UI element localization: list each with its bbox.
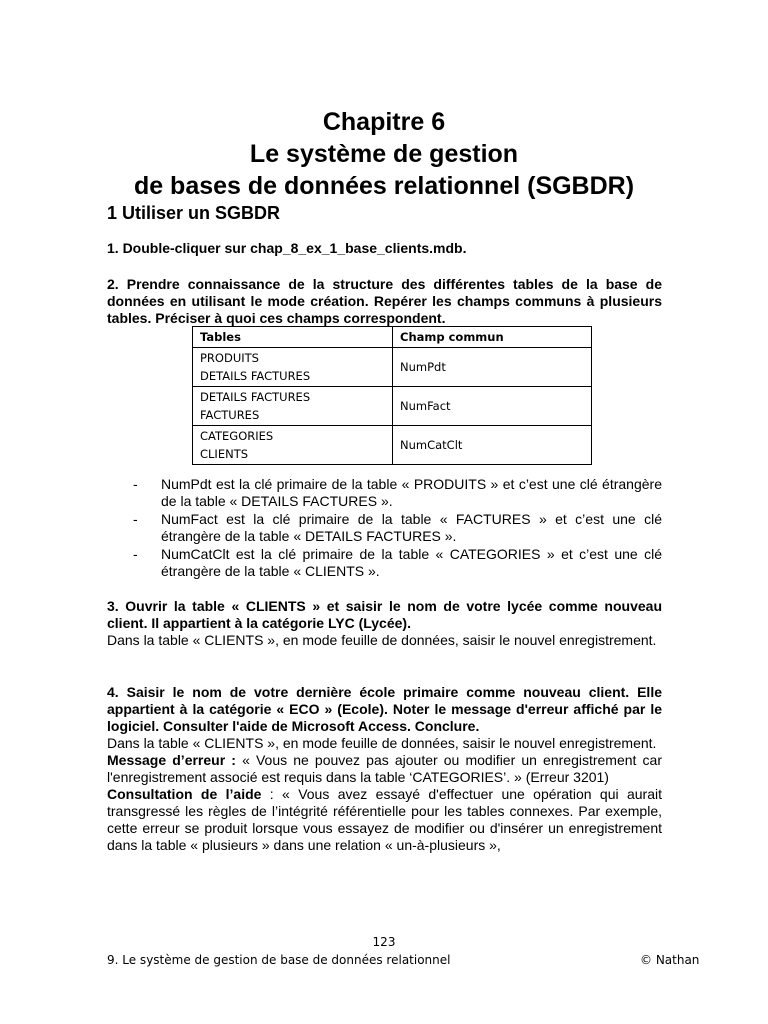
question-1: 1. Double-cliquer sur chap_8_ex_1_base_clients.mdb.	[107, 240, 467, 256]
table-row	[193, 387, 592, 426]
footer-chapter-title: 9. Le système de gestion de base de données relationnel	[107, 953, 451, 967]
help-text: : « Vous avez essayé d'effectuer une opération qui aurait transgressé les règles de l’intégrité référentielle pour les tables connexes. Par exemple, cette erreur se produit lorsque vous essayez de modifier ou d'insérer un enregistrement dans la table « plusieurs » dans une relation « un-à-plusieurs »,	[107, 786, 662, 853]
chapter-title-line-1: Le système de gestion	[249, 140, 519, 168]
bullet-dash: -	[133, 476, 138, 492]
table-row	[193, 426, 592, 465]
error-message-paragraph	[107, 752, 662, 786]
question-2: 2. Prendre connaissance de la structure des différentes tables de la base de données en utilisant le mode création. Repérer les champs communs à plusieurs tables. Préciser à quoi ces champs correspondent.	[107, 276, 662, 326]
answer-3: Dans la table « CLIENTS », en mode feuille de données, saisir le nouvel enregistrement.	[107, 632, 657, 648]
list-item	[107, 476, 662, 510]
error-message-label: Message d’erreur :	[107, 752, 236, 768]
table-cell-tables	[193, 426, 393, 465]
list-item	[107, 546, 662, 580]
help-label: Consultation de l’aide	[107, 786, 262, 802]
table-cell-tables	[193, 348, 393, 387]
table-cell-field: NumPdt	[393, 348, 592, 387]
table-name: FACTURES	[200, 408, 260, 422]
page-number: 123	[372, 935, 396, 949]
table-header-tables: Tables	[193, 327, 393, 348]
list-item	[107, 511, 662, 545]
table-row	[193, 348, 592, 387]
table-name: CLIENTS	[200, 447, 249, 461]
bullet-dash: -	[133, 511, 138, 527]
chapter-title-line-2: de bases de données relationnel (SGBDR)	[133, 172, 635, 200]
table-name: CATEGORIES	[200, 429, 274, 443]
table-cell-field: NumCatClt	[393, 426, 592, 465]
list-item-text: NumPdt est la clé primaire de la table « PRODUITS » et c’est une clé étrangère de la table « DETAILS FACTURES ».	[161, 476, 662, 509]
table-cell-field: NumFact	[393, 387, 592, 426]
question-3-block	[107, 598, 662, 649]
bullet-dash: -	[133, 546, 138, 562]
question-3: 3. Ouvrir la table « CLIENTS » et saisir le nom de votre lycée comme nouveau client. Il appartient à la catégorie LYC (Lycée).	[107, 598, 662, 631]
question-4: 4. Saisir le nom de votre dernière école primaire comme nouveau client. Elle appartient à la catégorie « ECO » (Ecole). Noter le message d'erreur affiché par le logiciel. Consulter l'aide de Microsoft Access. Conclure.	[107, 684, 662, 734]
chapter-number: Chapitre 6	[322, 108, 446, 136]
section-heading: 1 Utiliser un SGBDR	[107, 203, 281, 223]
table-name: DETAILS FACTURES	[200, 369, 311, 383]
common-fields-table	[192, 326, 592, 465]
table-name: DETAILS FACTURES	[200, 390, 311, 404]
table-cell-tables	[193, 387, 393, 426]
question-4-block	[107, 684, 662, 854]
error-message-text: « Vous ne pouvez pas ajouter ou modifier un enregistrement car l'enregistrement associé est requis dans la table ‘CATEGORIES’. » (Erreur 3201)	[107, 752, 662, 785]
keys-bullet-list	[107, 476, 662, 581]
help-paragraph	[107, 786, 662, 854]
table-header-row	[193, 327, 592, 348]
list-item-text: NumCatClt est la clé primaire de la table « CATEGORIES » et c’est une clé étrangère de la table « CLIENTS ».	[161, 546, 662, 579]
list-item-text: NumFact est la clé primaire de la table « FACTURES » et c’est une clé étrangère de la table « DETAILS FACTURES ».	[161, 511, 662, 544]
answer-4: Dans la table « CLIENTS », en mode feuille de données, saisir le nouvel enregistrement.	[107, 735, 657, 751]
footer-copyright: © Nathan	[640, 953, 700, 967]
table-name: PRODUITS	[200, 351, 259, 365]
table-header-common-field: Champ commun	[393, 327, 592, 348]
